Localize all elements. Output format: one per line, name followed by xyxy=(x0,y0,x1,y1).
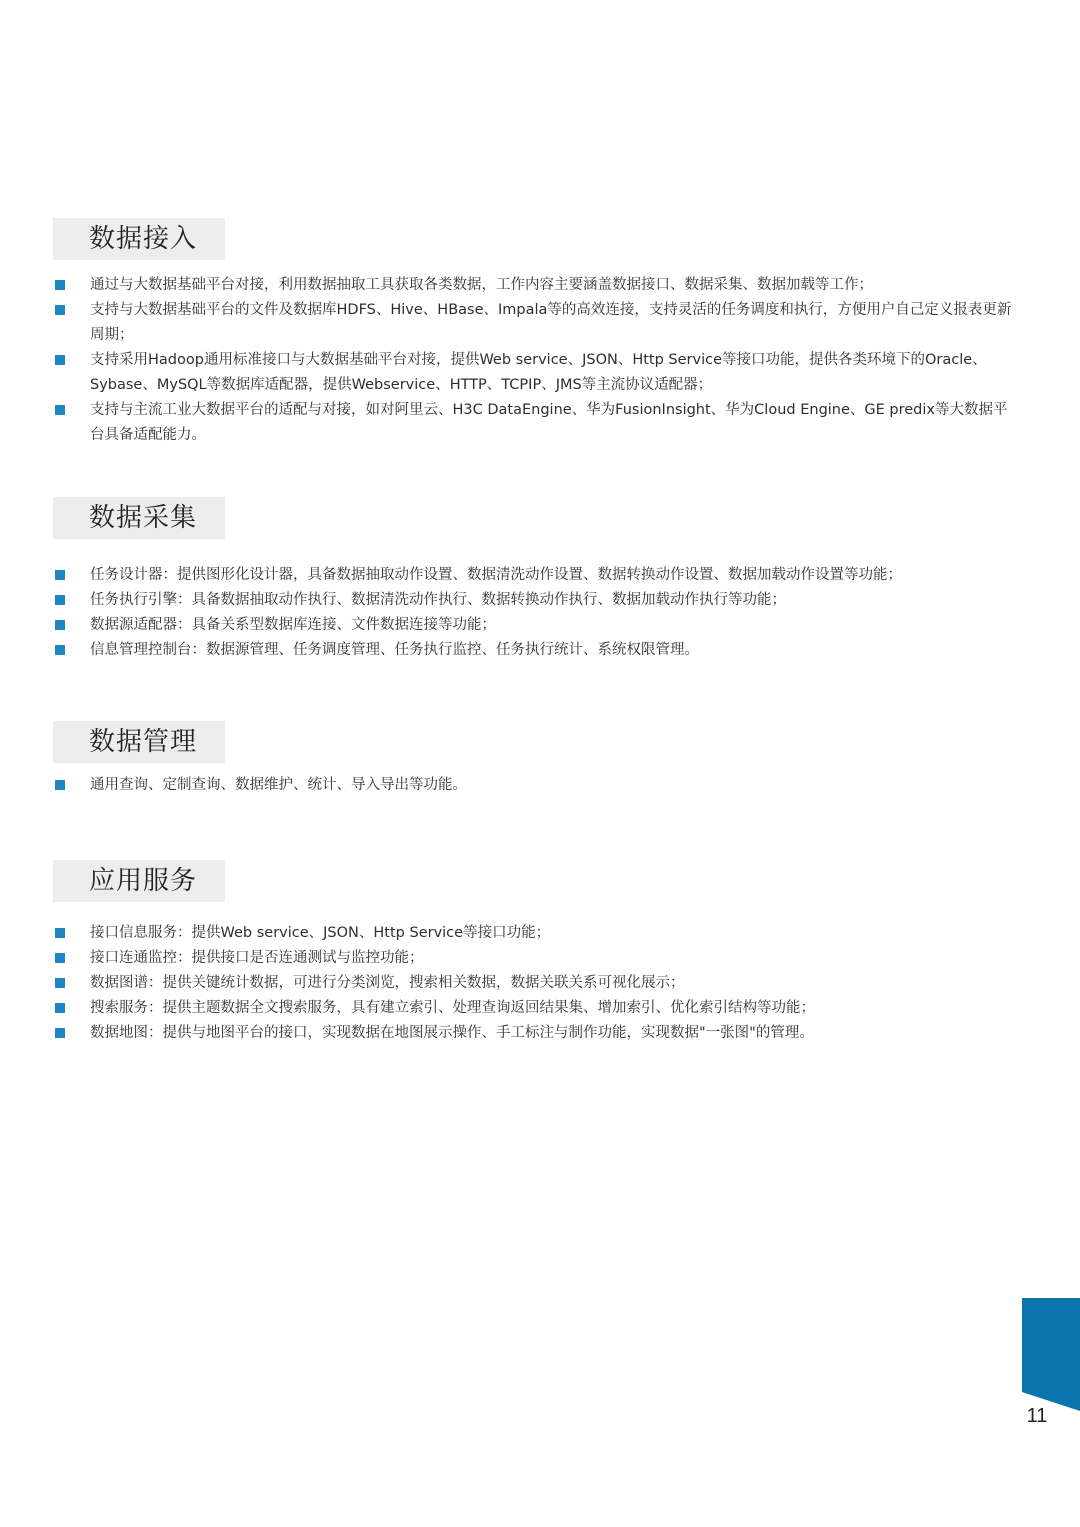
list-item xyxy=(53,273,1013,298)
list-item xyxy=(53,996,1013,1021)
item-text: 任务设计器：提供图形化设计器，具备数据抽取动作设置、数据清洗动作设置、数据转换动作设置、数据加载动作设置等功能； xyxy=(90,567,902,583)
section-data-management xyxy=(53,721,1013,798)
square-bullet-icon xyxy=(55,928,65,938)
square-bullet-icon xyxy=(55,405,65,415)
square-bullet-icon xyxy=(55,620,65,630)
list-item xyxy=(53,946,1013,971)
square-bullet-icon xyxy=(55,280,65,290)
item-text: 数据源适配器：具备关系型数据库连接、文件数据连接等功能； xyxy=(90,617,496,633)
section-heading: 应用服务 xyxy=(53,860,225,902)
list-item xyxy=(53,1021,1013,1046)
list-item xyxy=(53,921,1013,946)
item-text: 接口信息服务：提供Web service、JSON、Http Service等接口功能； xyxy=(90,925,551,941)
square-bullet-icon xyxy=(55,645,65,655)
bullet-list xyxy=(53,273,1013,448)
list-item xyxy=(53,971,1013,996)
square-bullet-icon xyxy=(55,305,65,315)
square-bullet-icon xyxy=(55,595,65,605)
square-bullet-icon xyxy=(55,780,65,790)
section-data-access xyxy=(53,218,1013,448)
item-text: 支持采用Hadoop通用标准接口与大数据基础平台对接，提供Web service、JSON、Http Service等接口功能，提供各类环境下的Oracle、Sybase、MySQL等数据库适配器，提供Webservice、HTTP、TCPIP、JMS等主流协议适配器； xyxy=(90,352,987,393)
square-bullet-icon xyxy=(55,1003,65,1013)
item-text: 接口连通监控：提供接口是否连通测试与监控功能； xyxy=(90,950,424,966)
item-text: 通过与大数据基础平台对接，利用数据抽取工具获取各类数据，工作内容主要涵盖数据接口、数据采集、数据加载等工作； xyxy=(90,277,873,293)
list-item xyxy=(53,398,1013,448)
section-data-collection xyxy=(53,497,1013,663)
item-text: 通用查询、定制查询、数据维护、统计、导入导出等功能。 xyxy=(90,777,467,793)
square-bullet-icon xyxy=(55,953,65,963)
item-text: 支持与大数据基础平台的文件及数据库HDFS、Hive、HBase、Impala等的高效连接，支持灵活的任务调度和执行，方便用户自己定义报表更新周期； xyxy=(90,302,1012,343)
list-item xyxy=(53,638,1013,663)
list-item xyxy=(53,563,1013,588)
square-bullet-icon xyxy=(55,570,65,580)
list-item xyxy=(53,613,1013,638)
item-text: 搜索服务：提供主题数据全文搜索服务，具有建立索引、处理查询返回结果集、增加索引、优化索引结构等功能； xyxy=(90,1000,815,1016)
item-text: 信息管理控制台：数据源管理、任务调度管理、任务执行监控、任务执行统计、系统权限管理。 xyxy=(90,642,699,658)
page-number: 11 xyxy=(1026,1405,1048,1427)
section-heading: 数据管理 xyxy=(53,721,225,763)
square-bullet-icon xyxy=(55,1028,65,1038)
square-bullet-icon xyxy=(55,978,65,988)
section-heading: 数据采集 xyxy=(53,497,225,539)
item-text: 数据地图：提供与地图平台的接口，实现数据在地图展示操作、手工标注与制作功能，实现数据"一张图"的管理。 xyxy=(90,1025,814,1041)
section-heading: 数据接入 xyxy=(53,218,225,260)
bullet-list xyxy=(53,563,1013,663)
bullet-list xyxy=(53,921,1013,1046)
list-item xyxy=(53,348,1013,398)
bullet-list xyxy=(53,773,1013,798)
item-text: 数据图谱：提供关键统计数据，可进行分类浏览，搜索相关数据，数据关联关系可视化展示； xyxy=(90,975,685,991)
section-application-services xyxy=(53,860,1013,1046)
list-item xyxy=(53,773,1013,798)
list-item xyxy=(53,588,1013,613)
page-tab-decoration xyxy=(1022,1298,1080,1411)
item-text: 任务执行引擎：具备数据抽取动作执行、数据清洗动作执行、数据转换动作执行、数据加载动作执行等功能； xyxy=(90,592,786,608)
square-bullet-icon xyxy=(55,355,65,365)
list-item xyxy=(53,298,1013,348)
item-text: 支持与主流工业大数据平台的适配与对接，如对阿里云、H3C DataEngine、华为FusionInsight、华为Cloud Engine、GE predix等大数据平台具备适配能力。 xyxy=(90,402,1008,443)
